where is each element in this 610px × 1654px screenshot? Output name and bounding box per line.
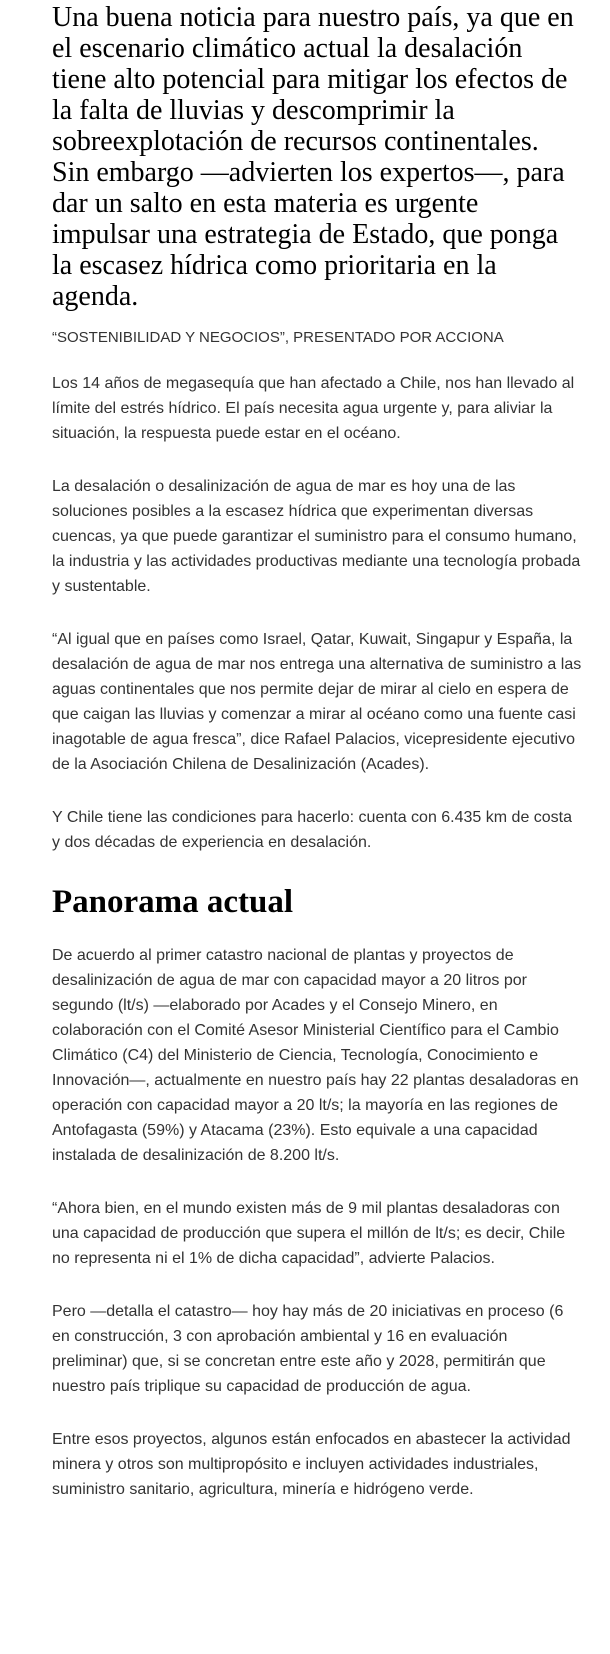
body-paragraph: Pero —detalla el catastro— hoy hay más de 20 iniciativas en proceso (6 en construcción, 3 con aprobación ambiental y 16 en evaluación preliminar) que, si se concretan entre este año y 2028, permitirán que nuestro país triplique su capacidad de producción de agua. [52, 1303, 564, 1395]
body-paragraph: “Al igual que en países como Israel, Qatar, Kuwait, Singapur y España, la desalación de agua de mar nos entrega una alternativa de suministro a las aguas continentales que nos permite dejar de mirar al cielo en espera de que caigan las lluvias y comenzar a mirar al océano como una fuente casi inagotable de agua fresca”, dice Rafael Palacios, vicepresidente ejecutivo de la Asociación Chilena de Desalinización (Acades). [52, 631, 582, 773]
sponsor-caption: “SOSTENIBILIDAD Y NEGOCIOS”, PRESENTADO POR ACCIONA [52, 329, 504, 346]
body-paragraph: “Ahora bien, en el mundo existen más de 9 mil plantas desaladoras con una capacidad de producción que supera el millón de lt/s; es decir, Chile no representa ni el 1% de dicha capacidad”, advierte Palacios. [52, 1200, 566, 1267]
lead-paragraph: Una buena noticia para nuestro país, ya que en el escenario climático actual la desalación tiene alto potencial para mitigar los efectos de la falta de lluvias y descomprimir la sobreexplotación de recursos continentales. Sin embargo —advierten los expertos—, para dar un salto en esta materia es urgente impulsar una estrategia de Estado, que ponga la escasez hídrica como prioritaria en la agenda. [52, 2, 574, 312]
body-paragraph: De acuerdo al primer catastro nacional de plantas y proyectos de desalinización de agua de mar con capacidad mayor a 20 litros por segundo (lt/s) —elaborado por Acades y el Consejo Minero, en colaboración con el Comité Asesor Ministerial Científico para el Cambio Climático (C4) del Ministerio de Ciencia, Tecnología, Conocimiento e Innovación—, actualmente en nuestro país hay 22 plantas desaladoras en operación con capacidad mayor a 20 lt/s; la mayoría en las regiones de Antofagasta (59%) y Atacama (23%). Esto equivale a una capacidad instalada de desalinización de 8.200 lt/s. [52, 947, 579, 1164]
body-paragraph: La desalación o desalinización de agua de mar es hoy una de las soluciones posibles a la escasez hídrica que experimentan diversas cuencas, ya que puede garantizar el suministro para el consumo humano, la industria y las actividades productivas mediante una tecnología probada y sustentable. [52, 478, 581, 595]
body-paragraph: Entre esos proyectos, algunos están enfocados en abastecer la actividad minera y otros son multipropósito e incluyen actividades industriales, suministro sanitario, agricultura, minería e hidrógeno verde. [52, 1431, 571, 1498]
section-heading: Panorama actual [52, 884, 294, 920]
body-paragraph: Los 14 años de megasequía que han afectado a Chile, nos han llevado al límite del estrés hídrico. El país necesita agua urgente y, para aliviar la situación, la respuesta puede estar en el océano. [52, 375, 575, 442]
body-paragraph: Y Chile tiene las condiciones para hacerlo: cuenta con 6.435 km de costa y dos décadas de experiencia en desalación. [52, 809, 573, 851]
